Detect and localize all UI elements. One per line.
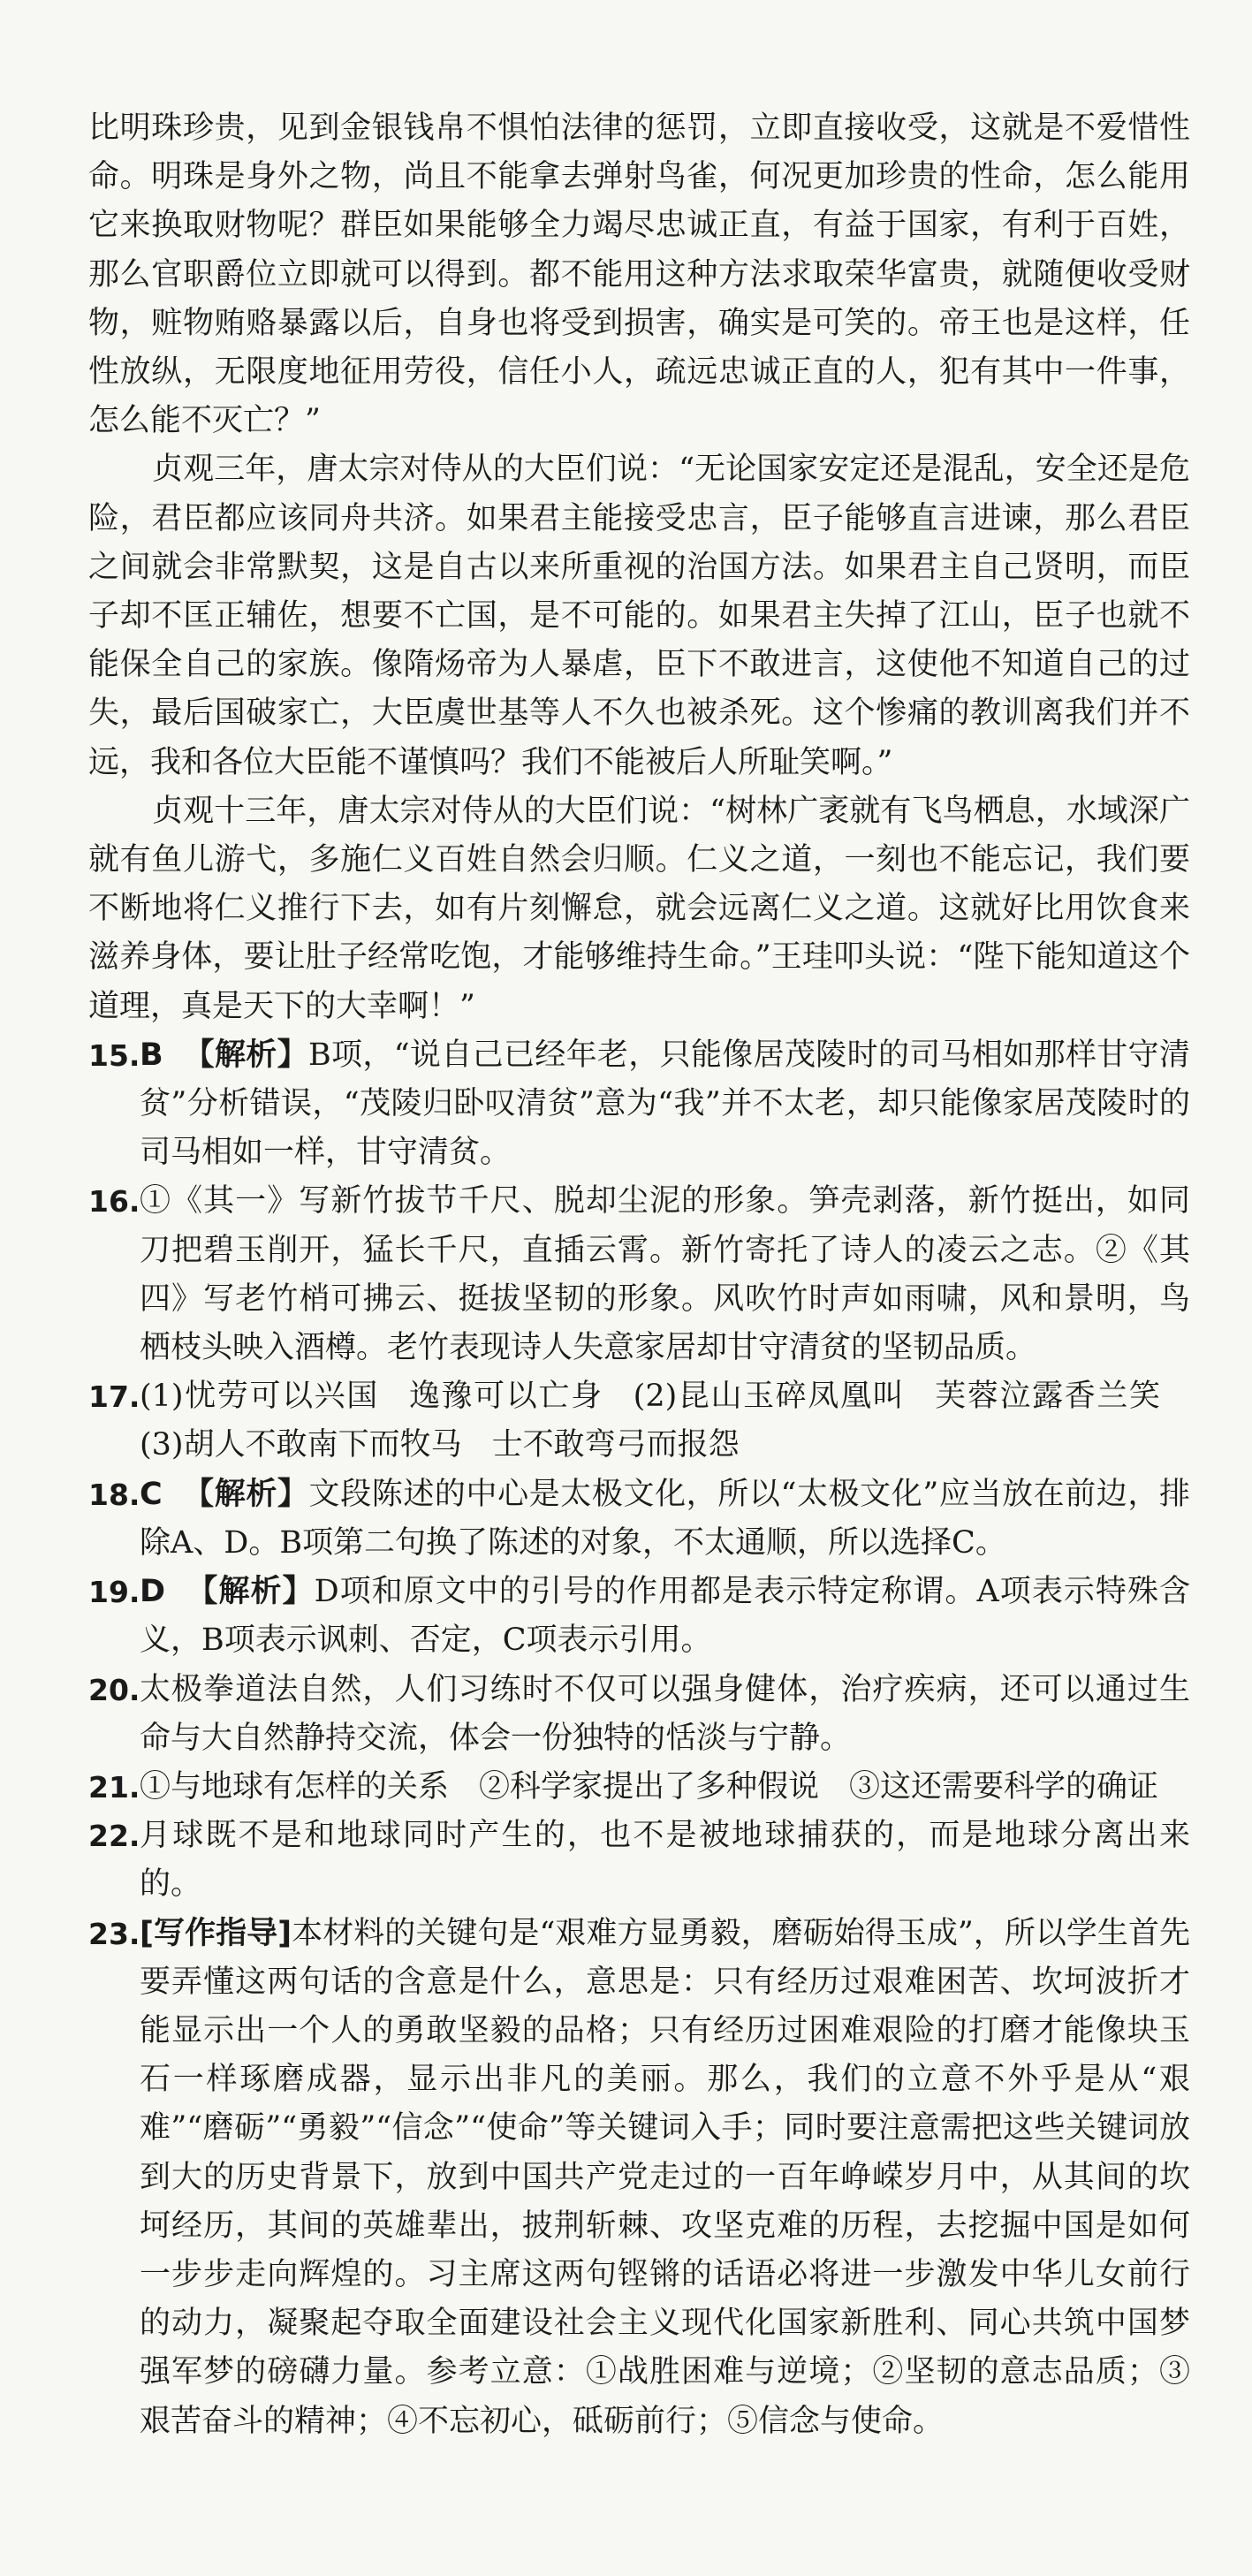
answer-19 <box>88 1568 1190 1665</box>
answer-choice: C <box>140 1476 163 1512</box>
translation-paragraph-1: 比明珠珍贵，见到金银钱帛不惧怕法律的惩罚，立即直接收受，这就是不爱惜性命。明珠是身外之物，尚且不能拿去弹射鸟雀，何况更加珍贵的性命，怎么能用它来换取财物呢？群臣如果能够全力竭尽忠诚正直，有益于国家，有利于百姓，那么官职爵位立即就可以得到。都不能用这种方法求取荣华富贵，就随便收受财物，赃物贿赂暴露以后，自身也将受到损害，确实是可笑的。帝王也是这样，任性放纵，无限度地征用劳役，信任小人，疏远忠诚正直的人，犯有其中一件事，怎么能不灭亡？” <box>88 110 1190 439</box>
answer-17 <box>88 1372 1190 1470</box>
question-number: 19. <box>88 1575 140 1610</box>
answer-23 <box>88 1910 1190 2446</box>
answer-text: 本材料的关键句是“艰难方显勇毅，磨砺始得玉成”，所以学生首先要弄懂这两句话的含意是什么，意思是：只有经历过艰难困苦、坎坷波折才能显示出一个人的勇敢坚毅的品格；只有经历过困难艰险的打磨才能像块玉石一样琢磨成器，显示出非凡的美丽。那么，我们的立意不外乎是从“艰难”“磨砺”“勇毅”“信念”“使命”等关键词入手；同时要注意需把这些关键词放到大的历史背景下，放到中国共产党走过的一百年峥嵘岁月中，从其间的坎坷经历，其间的英雄辈出，披荆斩棘、攻坚克难的历程，去挖掘中国是如何一步步走向辉煌的。习主席这两句铿锵的话语必将进一步激发中华儿女前行的动力，凝聚起夺取全面建设社会主义现代化国家新胜利、同心共筑中国梦强军梦的磅礴力量。 <box>140 1915 1190 2390</box>
answer-part: ③这还需要科学的确证 <box>849 1768 1159 1805</box>
answer-15 <box>88 1031 1190 1178</box>
analysis-tag: 【解析】 <box>186 1574 315 1610</box>
analysis-tag: 【解析】 <box>183 1476 309 1512</box>
answer-text: 文段陈述的中心是太极文化，所以“太极文化”应当放在前边，排除A、D。B项第二句换了陈述的对象，不太通顺，所以选择C。 <box>140 1476 1190 1561</box>
analysis-tag: 【解析】 <box>183 1037 308 1073</box>
answer-part: 逸豫可以亡身 <box>408 1379 603 1415</box>
answer-22 <box>88 1812 1190 1909</box>
answer-choice: B <box>140 1037 163 1073</box>
answer-text: 太极拳道法自然，人们习练时不仅可以强身健体，治疗疾病，还可以通过生命与大自然静持交流，体会一份独特的恬淡与宁静。 <box>140 1671 1190 1756</box>
answer-text-part-2: ②《其四》写老竹梢可拂云、挺拔坚韧的形象。风吹竹时声如雨啸，风和景明，鸟栖枝头映入酒樽。老竹表现诗人失意家居却甘守清贫的坚韧品质。 <box>140 1232 1190 1366</box>
question-number: 17. <box>88 1379 140 1415</box>
question-number: 18. <box>88 1477 140 1512</box>
answer-18 <box>88 1470 1190 1568</box>
question-number: 16. <box>88 1184 140 1220</box>
question-number: 21. <box>88 1769 140 1805</box>
question-number: 15. <box>88 1037 140 1073</box>
question-number: 20. <box>88 1672 140 1707</box>
translation-paragraph-3: 贞观十三年，唐太宗对侍从的大臣们说：“树林广袤就有飞鸟栖息，水域深广就有鱼儿游弋，多施仁义百姓自然会归顺。仁义之道，一刻也不能忘记，我们要不断地将仁义推行下去，如有片刻懈怠，就会远离仁义之道。这就好比用饮食来滋养身体，要让肚子经常吃饱，才能够维持生命。”王珪叩头说：“陛下能知道这个道理，真是天下的大幸啊！” <box>88 793 1190 1024</box>
answer-choice: D <box>140 1574 166 1610</box>
answer-text-part-1: ①《其一》写新竹拔节千尺、脱却尘泥的形象。笋壳剥落，新竹挺出，如同刀把碧玉削开，猛长千尺，直插云霄。新竹寄托了诗人的凌云之志。 <box>140 1183 1190 1268</box>
answer-part: (1)忧劳可以兴国 <box>140 1379 379 1415</box>
answer-part: (2)昆山玉碎凤凰叫 <box>633 1379 906 1415</box>
question-number: 22. <box>88 1819 140 1854</box>
answer-text: D项和原文中的引号的作用都是表示特定称谓。A项表示特殊含义，B项表示讽刺、否定，C项表示引用。 <box>140 1574 1190 1659</box>
question-number: 23. <box>88 1916 140 1951</box>
reference-ideas: 参考立意：①战胜困难与逆境；②坚韧的意志品质；③艰苦奋斗的精神；④不忘初心，砥砺前行；⑤信念与使命。 <box>140 2354 1190 2439</box>
answer-16 <box>88 1177 1190 1372</box>
answer-part: 芙蓉泣露香兰笑 <box>935 1379 1160 1415</box>
answer-21 <box>88 1763 1190 1812</box>
answer-text: 月球既不是和地球同时产生的，也不是被地球捕获的，而是地球分离出来的。 <box>140 1818 1190 1903</box>
answer-part: ②科学家提出了多种假说 <box>479 1768 820 1805</box>
translation-paragraph-2: 贞观三年，唐太宗对侍从的大臣们说：“无论国家安定还是混乱，安全还是危险，君臣都应该同舟共济。如果君主能接受忠言，臣子能够直言进谏，那么君臣之间就会非常默契，这是自古以来所重视的治国方法。如果君主自己贤明，而臣子却不匡正辅佐，想要不亡国，是不可能的。如果君主失掉了江山，臣子也就不能保全自己的家族。像隋炀帝为人暴虐，臣下不敢进言，这使他不知道自己的过失，最后国破家亡，大臣虞世基等人不久也被杀死。这个惨痛的教训离我们并不远，我和各位大臣能不谨慎吗？我们不能被后人所耻笑啊。” <box>88 452 1190 780</box>
answer-20 <box>88 1666 1190 1763</box>
answer-text: B项，“说自己已经年老，只能像居茂陵时的司马相如那样甘守清贫”分析错误，“茂陵归卧叹清贫”意为“我”并不太老，却只能像家居茂陵时的司马相如一样，甘守清贫。 <box>140 1037 1190 1171</box>
answer-part: 士不敢弯弓而报怨 <box>491 1427 740 1463</box>
answer-part: (3)胡人不敢南下而牧马 <box>140 1427 462 1463</box>
answer-part: ①与地球有怎样的关系 <box>140 1768 450 1805</box>
writing-guide-tag: [写作指导] <box>140 1915 292 1951</box>
